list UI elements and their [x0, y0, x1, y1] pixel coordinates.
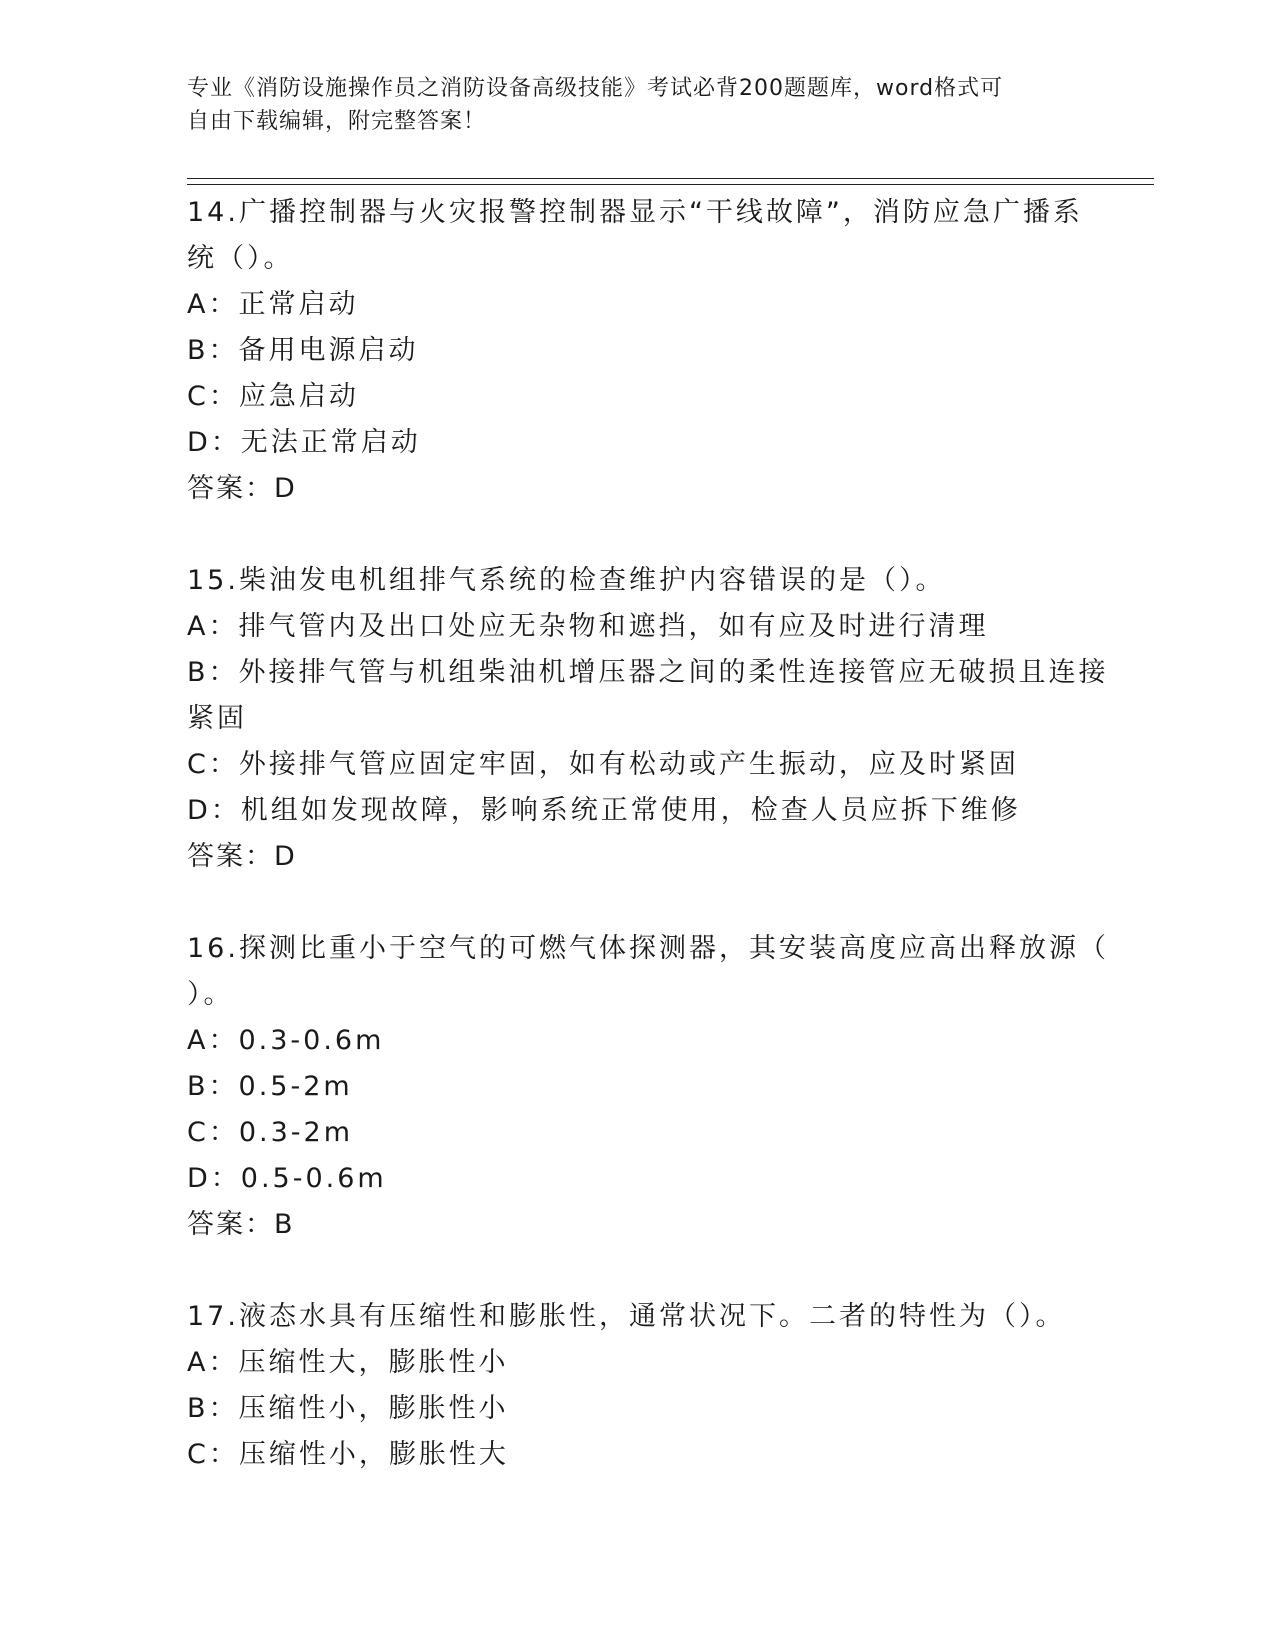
option-b: B：压缩性小，膨胀性小	[187, 1393, 509, 1424]
question-item	[187, 1294, 1087, 1478]
option-d: D：机组如发现故障，影响系统正常使用，检查人员应拆下维修	[187, 795, 1021, 826]
question-list	[187, 190, 1109, 1478]
spacer	[187, 1248, 1087, 1294]
document-header	[187, 72, 1067, 138]
option-c: C：外接排气管应固定牢固，如有松动或产生振动，应及时紧固	[187, 749, 1019, 780]
option-d: D：0.5-0.6m	[187, 1163, 387, 1194]
question-stem: 15.柴油发电机组排气系统的检查维护内容错误的是（）。	[187, 565, 946, 596]
option-b: B：外接排气管与机组柴油机增压器之间的柔性连接管应无破损且连接	[187, 657, 1109, 688]
question-item	[187, 558, 1109, 880]
option-c: C：应急启动	[187, 381, 359, 412]
option-a: A：正常启动	[187, 289, 359, 320]
option-d: D：无法正常启动	[187, 427, 421, 458]
answer-line: 答案：D	[187, 841, 297, 872]
option-b: B：备用电源启动	[187, 335, 419, 366]
header-line: 专业《消防设施操作员之消防设备高级技能》考试必背200题题库，word格式可	[187, 76, 1004, 101]
header-line: 自由下载编辑，附完整答案！	[187, 109, 487, 134]
question-stem: 统（）。	[187, 243, 294, 274]
question-item	[187, 190, 1087, 512]
answer-line: 答案：B	[187, 1209, 295, 1240]
option-b: B：0.5-2m	[187, 1071, 353, 1102]
question-stem: ）。	[187, 979, 234, 1010]
question-stem: 14.广播控制器与火灾报警控制器显示“干线故障”，消防应急广播系	[187, 197, 1083, 228]
spacer	[187, 880, 1087, 926]
header-divider	[187, 178, 1154, 179]
option-c: C：0.3-2m	[187, 1117, 354, 1148]
question-item	[187, 926, 1109, 1248]
option-c: C：压缩性小，膨胀性大	[187, 1439, 509, 1470]
header-divider	[187, 184, 1154, 185]
option-a: A：排气管内及出口处应无杂物和遮挡，如有应及时进行清理	[187, 611, 989, 642]
option-b-continued: 紧固	[187, 703, 247, 734]
question-stem: 17.液态水具有压缩性和膨胀性，通常状况下。二者的特性为（）。	[187, 1301, 1066, 1332]
option-a: A：压缩性大，膨胀性小	[187, 1347, 509, 1378]
spacer	[187, 512, 1087, 558]
question-stem: 16.探测比重小于空气的可燃气体探测器，其安装高度应高出释放源（	[187, 933, 1109, 964]
option-a: A：0.3-0.6m	[187, 1025, 385, 1056]
answer-line: 答案：D	[187, 473, 297, 504]
